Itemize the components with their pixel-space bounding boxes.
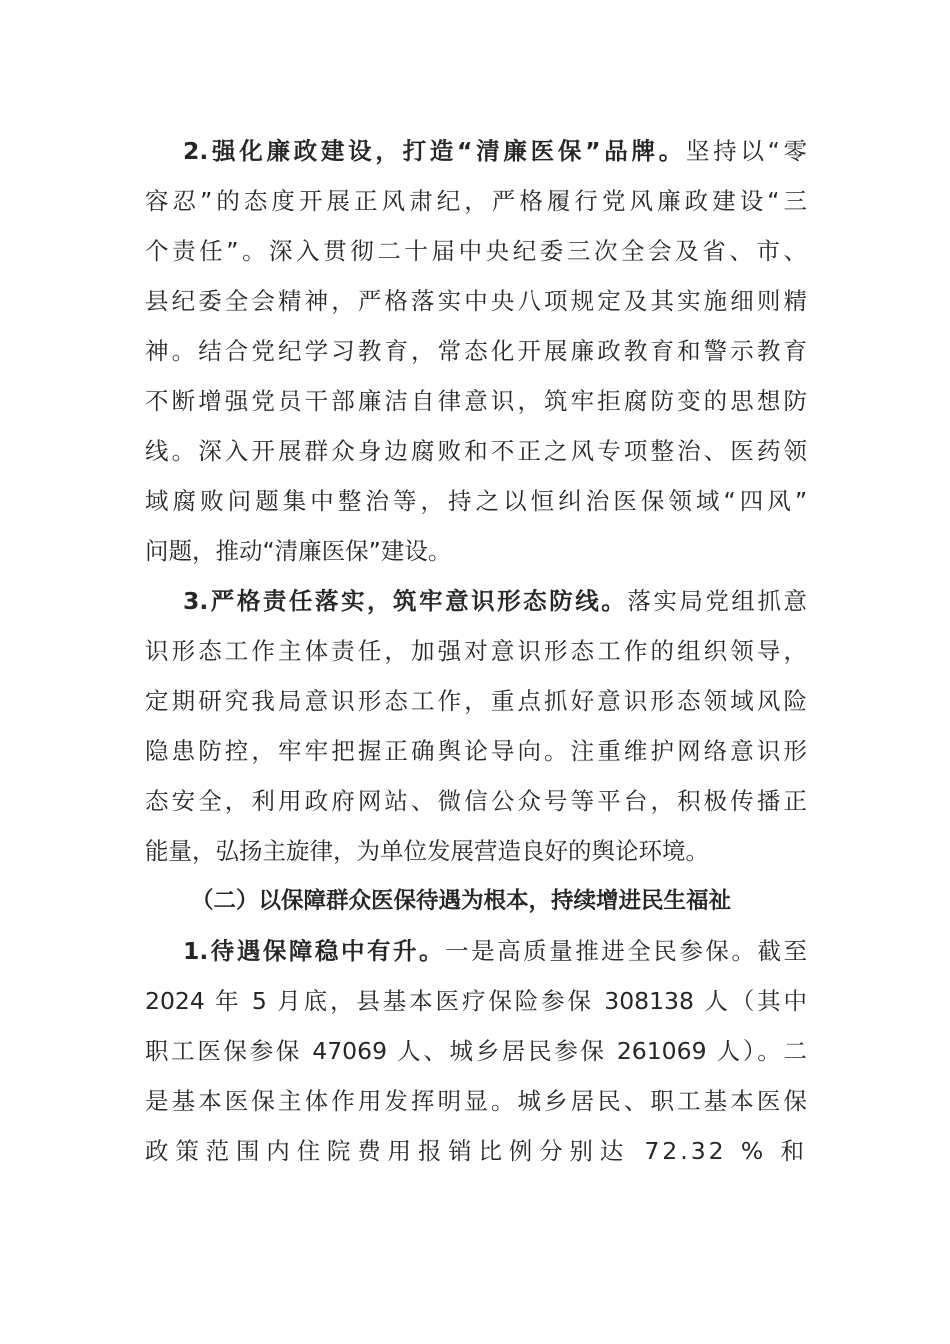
paragraph-line: 县纪委全会精神，严格落实中央八项规定及其实施细则精: [145, 287, 807, 315]
paragraph-line: [183, 926, 807, 976]
paragraph-line: 职工医保参保 47069 人、城乡居民参保 261069 人）。二: [145, 1037, 807, 1065]
paragraph-line: 容忍”的态度开展正风肃纪，严格履行党风廉政建设“三: [145, 187, 807, 215]
paragraph-line: [183, 126, 807, 176]
paragraph-line: 问题，推动“清廉医保”建设。: [145, 537, 452, 565]
paragraph-line: 识形态工作主体责任，加强对意识形态工作的组织领导，: [145, 637, 807, 665]
paragraph-text: 一是高质量推进全民参保。截至: [445, 937, 807, 965]
paragraph-line: 是基本医保主体作用发挥明显。城乡居民、职工基本医保: [145, 1087, 807, 1115]
paragraph-line: 隐患防控，牢牢把握正确舆论导向。注重维护网络意识形: [145, 737, 807, 765]
paragraph-text: 坚持以“零: [685, 137, 807, 165]
paragraph-line: 定期研究我局意识形态工作，重点抓好意识形态领域风险: [145, 687, 807, 715]
paragraph-line: 域腐败问题集中整治等，持之以恒纠治医保领域“四风”: [145, 487, 807, 515]
paragraph-line: 政策范围内住院费用报销比例分别达 72.32 % 和: [145, 1137, 807, 1165]
paragraph-line: 态安全，利用政府网站、微信公众号等平台，积极传播正: [145, 787, 807, 815]
paragraph-text: 落实局党组抓意: [627, 587, 807, 615]
paragraph-heading: 3.严格责任落实，筑牢意识形态防线。: [183, 587, 628, 615]
paragraph-line: 线。深入开展群众身边腐败和不正之风专项整治、医药领: [145, 437, 807, 465]
paragraph-line: 2024 年 5 月底，县基本医疗保险参保 308138 人（其中: [145, 987, 807, 1015]
paragraph-line: 神。结合党纪学习教育，常态化开展廉政教育和警示教育: [145, 337, 807, 365]
section-heading: （二）以保障群众医保待遇为根本，持续增进民生福祉: [191, 888, 732, 914]
paragraph-heading: 2.强化廉政建设，打造“清廉医保”品牌。: [183, 137, 686, 165]
paragraph-line: 能量，弘扬主旋律，为单位发展营造良好的舆论环境。: [145, 837, 709, 865]
paragraph-line: 个责任”。深入贯彻二十届中央纪委三次全会及省、市、: [145, 237, 807, 265]
paragraph-line: 不断增强党员干部廉洁自律意识，筑牢拒腐防变的思想防: [145, 387, 807, 415]
paragraph-heading: 1.待遇保障稳中有升。: [183, 937, 446, 965]
paragraph-line: [183, 576, 807, 626]
